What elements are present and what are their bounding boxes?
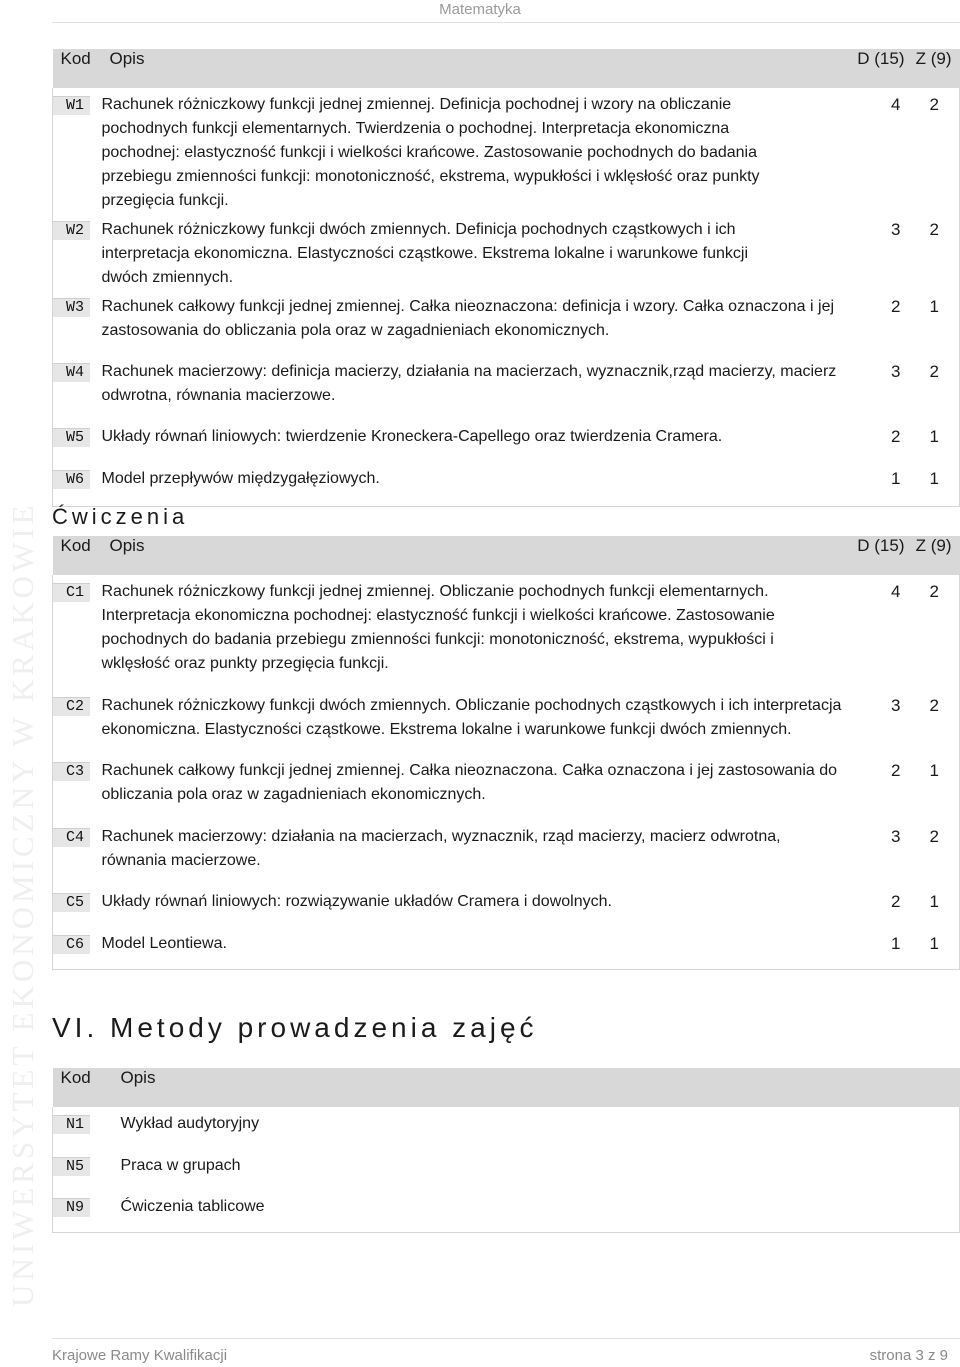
table-row <box>53 689 960 754</box>
row-z-hours: 2 <box>929 582 939 601</box>
column-header-opis: Opis <box>109 536 145 555</box>
row-code: W5 <box>53 428 90 447</box>
lectures-table <box>52 49 960 507</box>
row-d-hours: 3 <box>891 827 901 846</box>
row-description: Rachunek macierzowy: działania na macierzach, wyznacznik, rząd macierzy, macierz odwrotna, równania macierzowe. <box>101 828 781 869</box>
row-description: Ćwiczenia tablicowe <box>120 1198 265 1215</box>
column-header-opis: Opis <box>120 1068 156 1087</box>
row-z-hours: 2 <box>929 95 939 114</box>
row-z-hours: 1 <box>929 297 939 316</box>
section-title-methods: VI. Metody prowadzenia zajęć <box>52 1012 538 1043</box>
row-code: C1 <box>53 583 90 602</box>
row-description: Układy równań liniowych: twierdzenie Kroneckera-Capellego oraz twierdzenia Cramera. <box>101 428 723 445</box>
row-code: C2 <box>53 697 90 716</box>
row-code: C3 <box>53 762 90 781</box>
row-code: N9 <box>53 1198 90 1217</box>
page-header: Matematyka <box>439 1 521 18</box>
column-header-d: D (15) <box>857 536 905 555</box>
row-d-hours: 3 <box>891 696 901 715</box>
column-header-z: Z (9) <box>915 49 952 68</box>
row-description: Model Leontiewa. <box>101 935 227 952</box>
table-row <box>53 462 960 506</box>
section-title-exercises: Ćwiczenia <box>52 504 189 529</box>
column-header-z: Z (9) <box>915 536 952 555</box>
footer-divider <box>52 1338 960 1339</box>
row-code: W4 <box>53 363 90 382</box>
table-row <box>53 420 960 462</box>
row-d-hours: 2 <box>891 297 901 316</box>
table-row <box>53 820 960 885</box>
column-header-kod: Kod <box>60 536 91 555</box>
row-description: Rachunek macierzowy: definicja macierzy, działania na macierzach, wyznacznik,rząd macierzy, macierz odwrotna, równania macierzowe. <box>101 363 837 404</box>
table-row <box>53 1190 960 1232</box>
row-description: Rachunek całkowy funkcji jednej zmiennej. Całka nieoznaczona. Całka oznaczona i jej zastosowania do obliczania pola oraz w zagadnieniach ekonomicznych. <box>101 762 838 803</box>
row-description: Układy równań liniowych: rozwiązywanie układów Cramera i dowolnych. <box>101 893 612 910</box>
row-d-hours: 1 <box>891 469 901 488</box>
row-d-hours: 1 <box>891 934 901 953</box>
row-description: Praca w grupach <box>120 1157 241 1174</box>
row-description: Rachunek różniczkowy funkcji jednej zmiennej. Definicja pochodnej i wzory na obliczanie pochodnych funkcji elementarnych. Twierdzenia o pochodnej. Interpretacja ekonomiczna pochodnej: elastyczność funkcji i wielkości krańcowe. Zastosowanie pochodnych do badania przebiegu zmienności funkcji: monotoniczność, ekstrema, wypukłości i wklęsłość oraz punkty przegięcia funkcji. <box>101 96 760 209</box>
row-description: Wykład audytoryjny <box>120 1115 260 1132</box>
row-z-hours: 1 <box>929 427 939 446</box>
row-z-hours: 2 <box>929 220 939 239</box>
row-description: Rachunek różniczkowy funkcji jednej zmiennej. Obliczanie pochodnych funkcji elementarnych. Interpretacja ekonomiczna pochodnej: elastyczność funkcji i wielkości krańcowe. Zastosowanie pochodnych do badania przebiegu zmienności funkcji: monotoniczność, ekstrema, wypukłości i wklęsłość oraz punkty przegięcia funkcji. <box>101 583 775 672</box>
table-row <box>53 1107 960 1149</box>
row-z-hours: 2 <box>929 827 939 846</box>
row-description: Rachunek całkowy funkcji jednej zmiennej. Całka nieoznaczona: definicja i wzory. Całka oznaczona i jej zastosowania do obliczania pola oraz w zagadnieniach ekonomicznych. <box>101 298 835 339</box>
row-d-hours: 4 <box>891 582 901 601</box>
row-z-hours: 1 <box>929 892 939 911</box>
table-row <box>53 355 960 420</box>
column-header-kod: Kod <box>60 49 91 68</box>
table-row <box>53 88 960 213</box>
row-code: W2 <box>53 221 90 240</box>
row-z-hours: 2 <box>929 362 939 381</box>
row-code: N1 <box>53 1115 90 1134</box>
row-description: Rachunek różniczkowy funkcji dwóch zmiennych. Obliczanie pochodnych cząstkowych i ich interpretacja ekonomiczna. Elastyczności cząstkowe. Ekstrema lokalne i warunkowe funkcji dwóch zmiennych. <box>101 697 842 738</box>
row-d-hours: 2 <box>891 427 901 446</box>
row-code: C6 <box>53 935 90 954</box>
row-code: W1 <box>53 96 90 115</box>
methods-table <box>52 1068 960 1233</box>
row-z-hours: 1 <box>929 761 939 780</box>
row-code: W6 <box>53 470 90 489</box>
table-row <box>53 290 960 355</box>
column-header-opis: Opis <box>109 49 145 68</box>
table-row <box>53 213 960 290</box>
row-code: N5 <box>53 1157 90 1176</box>
footer-title: Krajowe Ramy Kwalifikacji <box>52 1347 228 1364</box>
table-header-row <box>53 1068 960 1107</box>
row-code: W3 <box>53 298 90 317</box>
watermark: UNIWERSYTET EKONOMICZNY W KRAKOWIE <box>5 501 40 1307</box>
column-header-kod: Kod <box>60 1068 91 1087</box>
row-d-hours: 2 <box>891 892 901 911</box>
table-row <box>53 754 960 820</box>
table-header-row <box>53 536 960 575</box>
table-header-row <box>53 49 960 88</box>
table-row <box>53 927 960 969</box>
row-d-hours: 2 <box>891 761 901 780</box>
row-z-hours: 1 <box>929 469 939 488</box>
row-description: Model przepływów międzygałęziowych. <box>101 470 380 487</box>
row-z-hours: 1 <box>929 934 939 953</box>
row-code: C5 <box>53 893 90 912</box>
row-z-hours: 2 <box>929 696 939 715</box>
row-description: Rachunek różniczkowy funkcji dwóch zmiennych. Definicja pochodnych cząstkowych i ich interpretacja ekonomiczna. Elastyczności cząstkowe. Ekstrema lokalne i warunkowe funkcji dwóch zmiennych. <box>101 221 748 286</box>
page-number: strona 3 z 9 <box>869 1347 948 1364</box>
row-d-hours: 3 <box>891 362 901 381</box>
row-d-hours: 4 <box>891 95 901 114</box>
exercises-table <box>52 536 960 970</box>
header-divider <box>52 22 960 23</box>
table-row <box>53 1149 960 1190</box>
row-code: C4 <box>53 828 90 847</box>
column-header-d: D (15) <box>857 49 905 68</box>
table-row <box>53 575 960 689</box>
table-row <box>53 885 960 927</box>
row-d-hours: 3 <box>891 220 901 239</box>
